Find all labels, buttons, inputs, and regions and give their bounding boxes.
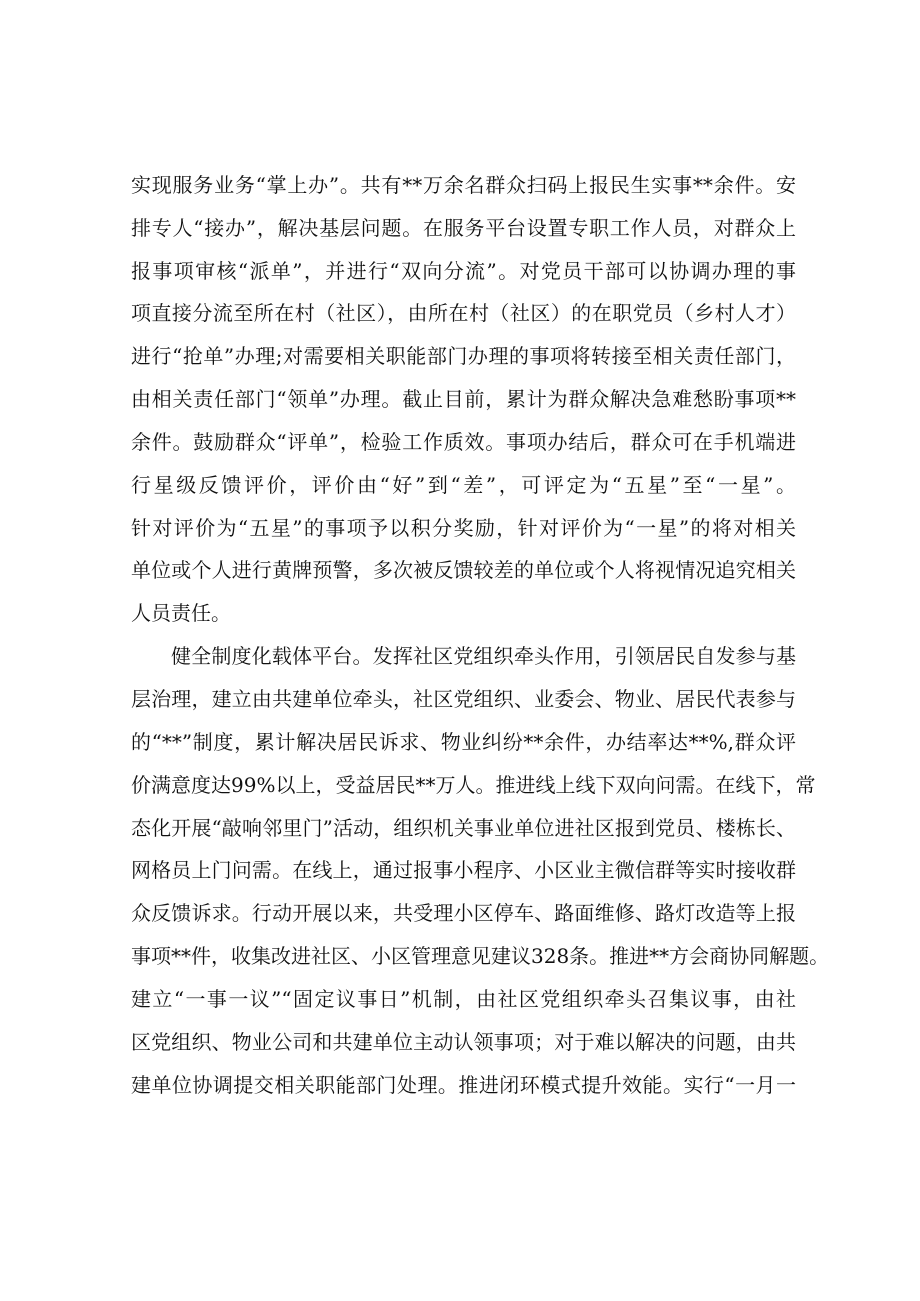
paragraph-1-line-9: 针对评价为“五星”的事项予以积分奖励，针对评价为“一星”的将对相关	[131, 516, 796, 540]
paragraph-1-line-8: 行星级反馈评价，评价由“好”到“差”，可评定为“五星”至“一星”。	[131, 473, 796, 497]
paragraph-2-line-11: 建单位协调提交相关职能部门处理。推进闭环模式提升效能。实行“一月一	[131, 1073, 796, 1097]
paragraph-2-line-3: 的“**”制度，累计解决居民诉求、物业纠纷**余件，办结率达**%,群众评	[131, 730, 796, 754]
paragraph-2-line-5: 态化开展“敲响邻里门”活动，组织机关事业单位进社区报到党员、楼栋长、	[131, 816, 796, 840]
paragraph-2-line-4: 价满意度达99%以上，受益居民**万人。推进线上线下双向问需。在线下，常	[131, 773, 816, 797]
paragraph-1-line-11: 人员责任。	[131, 601, 231, 625]
paragraph-1-line-6: 由相关责任部门“领单”办理。截止目前，累计为群众解决急难愁盼事项**	[131, 387, 796, 411]
paragraph-1-line-3: 报事项审核“派单”，并进行“双向分流”。对党员干部可以协调办理的事	[131, 259, 796, 283]
paragraph-1-line-10: 单位或个人进行黄牌预警，多次被反馈较差的单位或个人将视情况追究相关	[131, 558, 796, 582]
paragraph-2-line-9: 建立“一事一议”“固定议事日”机制，由社区党组织牵头召集议事，由社	[131, 987, 796, 1011]
paragraph-1-line-1: 实现服务业务“掌上办”。共有**万余名群众扫码上报民生实事**余件。安	[131, 173, 796, 197]
paragraph-2-line-10: 区党组织、物业公司和共建单位主动认领事项；对于难以解决的问题，由共	[131, 1030, 796, 1054]
paragraph-1-line-2: 排专人“接办”，解决基层问题。在服务平台设置专职工作人员，对群众上	[131, 216, 796, 240]
paragraph-1-line-7: 余件。鼓励群众“评单”，检验工作质效。事项办结后，群众可在手机端进	[131, 430, 796, 454]
paragraph-1-line-4: 项直接分流至所在村（社区），由所在村（社区）的在职党员（乡村人才）	[131, 301, 796, 325]
paragraph-2-line-1: 健全制度化载体平台。发挥社区党组织牵头作用，引领居民自发参与基	[171, 644, 796, 668]
paragraph-2-line-8: 事项**件，收集改进社区、小区管理意见建议328条。推进**方会商协同解题。	[131, 944, 830, 968]
paragraph-2-line-6: 网格员上门问需。在线上，通过报事小程序、小区业主微信群等实时接收群	[131, 858, 796, 882]
paragraph-2-line-7: 众反馈诉求。行动开展以来，共受理小区停车、路面维修、路灯改造等上报	[131, 901, 796, 925]
paragraph-2-line-2: 层治理，建立由共建单位牵头，社区党组织、业委会、物业、居民代表参与	[131, 687, 796, 711]
paragraph-1-line-5: 进行“抢单”办理;对需要相关职能部门办理的事项将转接至相关责任部门，	[131, 344, 796, 368]
